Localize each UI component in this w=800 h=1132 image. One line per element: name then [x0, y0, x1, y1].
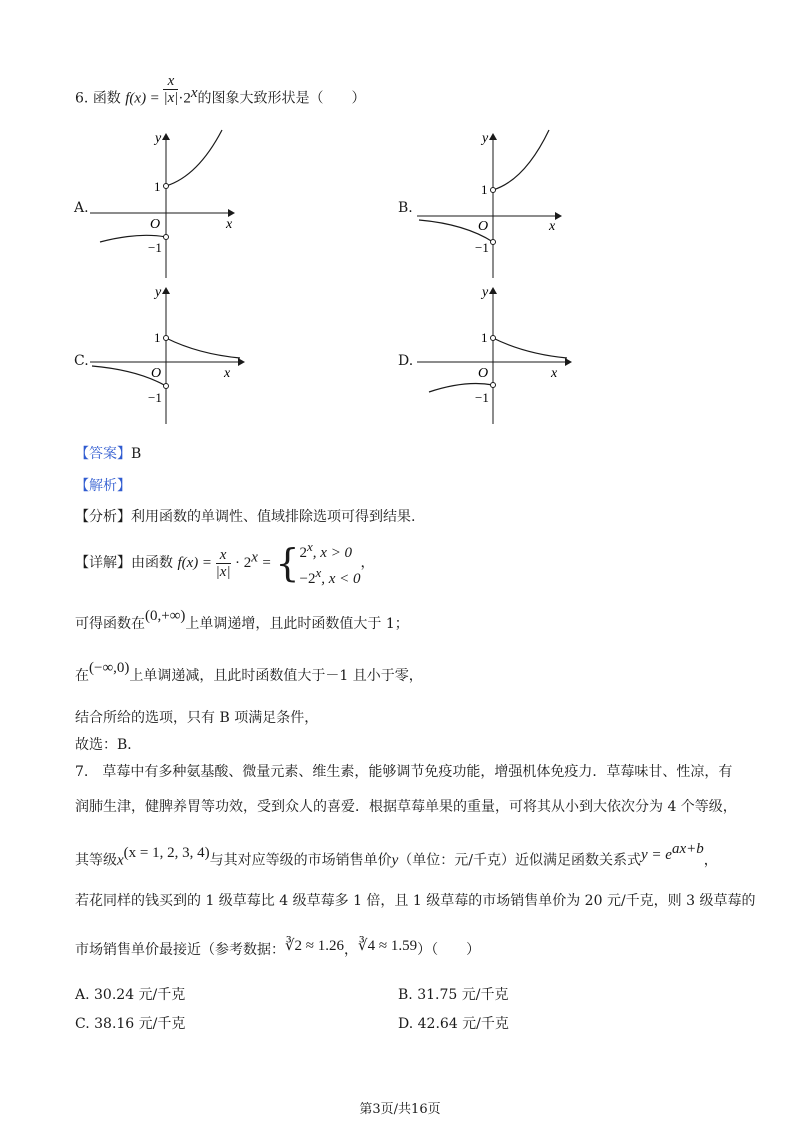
graph-b-y-label: y [482, 131, 489, 146]
xiangjie-frac-den: |x| [215, 563, 231, 580]
graph-d-tick-neg: −1 [475, 390, 489, 405]
q7-line3-var: x [117, 852, 124, 869]
q6-stem-suffix: 的图象大致形状是（ ） [197, 90, 366, 107]
case-1 [300, 537, 361, 563]
q7-line3-unit: （单位：元/千克）近似满足函数关系式 [398, 852, 642, 869]
line-b-post: 上单调递减，且此时函数值大于－1 且小于零， [129, 668, 423, 684]
page-footer: 第3页/共16页 [359, 1102, 441, 1117]
xiangjie-frac-num: x [216, 547, 231, 564]
q7-option-d-value: 42.64 元/千克 [417, 1016, 509, 1032]
q6-number: 6. [75, 90, 89, 107]
graph-c-tick-neg: −1 [148, 390, 162, 405]
q7-ref1: ∛2 ≈ 1.26 [285, 938, 345, 954]
q6-eq: = [150, 90, 160, 107]
q7-line-5 [75, 940, 480, 960]
graph-a-y-label: y [155, 131, 162, 146]
graph-c-origin: O [151, 366, 162, 381]
graph-c-open-point-pos [164, 336, 169, 341]
q7-option-d[interactable] [398, 1013, 509, 1033]
piecewise-cases [300, 537, 361, 589]
q7-option-b[interactable] [398, 984, 508, 1004]
q7-line5-pre: 市场销售单价最接近（参考数据： [75, 942, 285, 958]
graph-a-origin: O [150, 217, 161, 232]
graph-b-open-point-pos [491, 188, 496, 193]
line-a [75, 608, 409, 634]
graph-d-open-point-neg [491, 383, 496, 388]
graph-d-origin: O [478, 366, 489, 381]
graph-a [88, 128, 248, 288]
line-d: 故选：B． [75, 737, 142, 753]
graph-b-tick-neg: −1 [475, 240, 489, 255]
q6-factor-exp: x [190, 85, 198, 101]
fenxi-text: 利用函数的单调性、值域排除选项可得到结果. [131, 509, 416, 525]
graph-d [415, 282, 575, 432]
graph-b [415, 128, 575, 288]
fenxi-tag: 【分析】 [75, 509, 131, 525]
graph-a-tick-neg: −1 [148, 240, 162, 255]
q7-option-c-value: 38.16 元/千克 [94, 1016, 186, 1032]
xiangjie-eq: = [202, 555, 212, 571]
line-c: 结合所给的选项，只有 B 项满足条件， [75, 710, 319, 726]
graph-a-open-point-pos [164, 184, 169, 189]
line-b [75, 660, 423, 686]
q7-line3-y: y [391, 852, 399, 869]
piecewise-brace: { [275, 541, 300, 585]
graph-b-label: B. [398, 200, 413, 216]
xiangjie-text: 由函数 [131, 555, 173, 571]
line-a-pre: 可得函数在 [75, 616, 145, 632]
q7-line5-end: ）（ ） [417, 942, 481, 958]
q7-option-b-key: B. [398, 987, 413, 1003]
q7-line3-end: ， [703, 852, 718, 869]
graph-b-open-point-neg [491, 240, 496, 245]
xiangjie-tag: 【详解】 [75, 555, 131, 571]
line-a-post: 上单调递增，且此时函数值大于 1； [185, 616, 409, 632]
graph-a-label: A. [74, 200, 89, 216]
graph-d-open-point-pos [491, 336, 496, 341]
case1-exp: x [307, 539, 313, 554]
case2-exp: x [315, 565, 322, 580]
q7-line3-paren: (x = 1, 2, 3, 4) [123, 844, 210, 861]
graph-c [88, 282, 248, 432]
q7-option-a[interactable] [75, 984, 185, 1004]
q7-option-a-value: 30.24 元/千克 [94, 987, 186, 1003]
q7-line3-pre: 其等级 [75, 852, 117, 869]
graph-c-x-label: x [224, 366, 231, 381]
graph-d-y-label: y [482, 285, 489, 300]
xiangjie-eq2: = [262, 555, 271, 571]
graph-b-origin: O [478, 219, 489, 234]
line-b-interval: (−∞,0) [89, 660, 130, 676]
graph-d-x-label: x [551, 366, 558, 381]
graph-a-curve-right [166, 130, 222, 186]
q7-ref2: ∛4 ≈ 1.59 [358, 938, 418, 954]
q6-fraction [163, 73, 178, 106]
line-b-pre: 在 [75, 668, 89, 684]
q6-frac-num: x [163, 73, 178, 90]
q7-line-4: 若花同样的钱买到的 1 级草莓比 4 级草莓多 1 倍，且 1 级草莓的市场销售单价为 20 元/千克，则 3 级草莓的 [75, 893, 756, 909]
answer-value: B [131, 446, 142, 462]
q7-line-2: 润肺生津，健脾养胃等功效，受到众人的喜爱．根据草莓单果的重量，可将其从小到大依次分为 4 个等级， [75, 799, 737, 815]
fenxi-line [75, 507, 415, 527]
graph-c-curve-right [166, 338, 240, 358]
graph-b-x-label: x [549, 219, 556, 234]
q6-prefix: 函数 [92, 90, 121, 107]
case-2 [300, 563, 361, 589]
graph-a-x-label: x [226, 217, 233, 232]
graph-b-tick-pos: 1 [481, 182, 488, 197]
graph-d-tick-pos: 1 [481, 330, 488, 345]
xiangjie-factor: · 2 [235, 555, 252, 571]
xiangjie-fraction [216, 547, 231, 580]
case1-base: 2 [299, 545, 307, 561]
analysis-tag: 【解析】 [75, 478, 131, 494]
xiangjie-lhs: f(x) [177, 555, 199, 571]
case2-cond: , x < 0 [321, 571, 361, 587]
q7-option-b-value: 31.75 元/千克 [417, 987, 509, 1003]
q6-stem [75, 73, 366, 109]
q7-line3-exp: ax+b [671, 841, 704, 857]
graph-c-label: C. [74, 353, 89, 369]
q7-option-c-key: C. [75, 1016, 90, 1032]
graph-d-label: D. [398, 353, 414, 369]
q7-option-d-key: D. [398, 1016, 414, 1032]
graph-b-curve-right [493, 130, 549, 190]
case1-cond: , x > 0 [312, 545, 353, 561]
q7-line-1: 7. 草莓中有多种氨基酸、微量元素、维生素，能够调节免疫功能，增强机体免疫力．草莓味甘、性凉，有 [75, 764, 733, 780]
q7-option-c[interactable] [75, 1013, 185, 1033]
graph-d-curve-right [493, 338, 567, 358]
answer-tag: 【答案】 [75, 446, 131, 462]
q7-line3-formula: y = e [641, 846, 672, 863]
q6-factor: ·2 [178, 90, 191, 107]
graph-a-open-point-neg [164, 235, 169, 240]
graph-c-open-point-neg [164, 384, 169, 389]
case2-base: −2 [299, 571, 316, 587]
q6-frac-den: |x| [163, 90, 179, 107]
graph-c-tick-pos: 1 [154, 330, 161, 345]
q7-line-3 [75, 841, 718, 871]
graph-c-y-label: y [155, 285, 162, 300]
q7-line3-mid: 与其对应等级的市场销售单价 [209, 852, 392, 869]
line-a-interval: (0,+∞) [145, 608, 186, 624]
answer-line [75, 444, 141, 464]
q7-sep: ， [344, 942, 359, 958]
q6-func-lhs: f(x) [125, 90, 147, 107]
q7-option-a-key: A. [75, 987, 90, 1003]
xiangjie-factor-exp: x [251, 549, 258, 566]
xiangjie-line [75, 537, 375, 589]
graph-a-tick-pos: 1 [154, 179, 161, 194]
xiangjie-end: ， [360, 555, 375, 571]
